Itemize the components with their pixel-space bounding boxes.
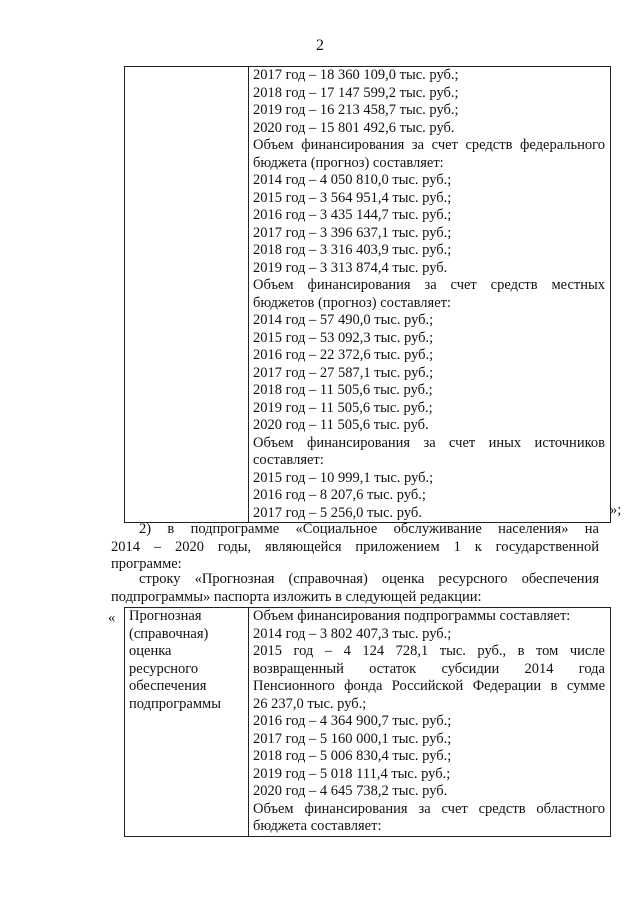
funding-heading-line: бюджета составляет: xyxy=(253,818,382,834)
funding-line: 2020 год – 4 645 738,2 тыс. руб. xyxy=(253,783,448,799)
row-label-line: оценка xyxy=(129,643,172,659)
funding-line: 2018 год – 3 316 403,9 тыс. руб.; xyxy=(253,242,452,258)
funding-line: 2016 год – 4 364 900,7 тыс. руб.; xyxy=(253,713,452,729)
funding-line: 2016 год – 22 372,6 тыс. руб.; xyxy=(253,347,434,363)
funding-line: 2017 год – 3 396 637,1 тыс. руб.; xyxy=(253,224,452,241)
paragraph-line: 2) в подпрограмме «Социальное обслуживание населения» на xyxy=(139,521,599,537)
funding-heading-line: бюджетов (прогноз) составляет: xyxy=(253,294,452,311)
closing-quote-mark: »; xyxy=(610,502,622,518)
row-label-line: обеспечения xyxy=(129,678,207,694)
funding-line: 2014 год – 3 802 407,3 тыс. руб.; xyxy=(253,625,452,642)
paragraph-line: подпрограммы» паспорта изложить в следующей редакции: xyxy=(111,588,482,605)
funding-line: 2019 год – 5 018 111,4 тыс. руб.; xyxy=(253,765,451,782)
funding-line: 2020 год – 15 801 492,6 тыс. руб. xyxy=(253,119,455,136)
funding-table-continued xyxy=(124,66,611,523)
funding-line: 2015 год – 10 999,1 тыс. руб.; xyxy=(253,469,434,486)
funding-line: 2015 год – 3 564 951,4 тыс. руб.; xyxy=(253,189,452,206)
funding-line: 2018 год – 11 505,6 тыс. руб.; xyxy=(253,382,433,398)
row-label-line: ресурсного xyxy=(129,660,199,677)
funding-line: 2017 год – 5 160 000,1 тыс. руб.; xyxy=(253,730,452,747)
table1-right-cell xyxy=(249,67,611,523)
funding-line: 2017 год – 5 256,0 тыс. руб. xyxy=(253,504,422,521)
table2-left-cell xyxy=(125,608,249,837)
funding-line: 2019 год – 3 313 874,4 тыс. руб. xyxy=(253,259,448,276)
row-label-line: (справочная) xyxy=(129,625,209,642)
row-label-line: подпрограммы xyxy=(129,695,221,712)
page-number: 2 xyxy=(316,37,324,54)
funding-line: 26 237,0 тыс. руб.; xyxy=(253,695,367,712)
paragraph-line: строку «Прогнозная (справочная) оценка ресурсного обеспечения xyxy=(139,571,599,587)
paragraph-edit-instruction xyxy=(111,571,599,606)
funding-line: возвращенный остаток субсидии 2014 года xyxy=(253,660,605,677)
funding-line: 2018 год – 17 147 599,2 тыс. руб.; xyxy=(253,84,459,101)
funding-line: 2016 год – 3 435 144,7 тыс. руб.; xyxy=(253,207,452,223)
funding-line: 2014 год – 57 490,0 тыс. руб.; xyxy=(253,312,434,328)
funding-line: 2015 год – 4 124 728,1 тыс. руб., в том числе xyxy=(253,643,605,659)
subprogram-funding-table xyxy=(124,607,611,837)
funding-heading-line: Объем финансирования за счет средств федерального xyxy=(253,137,605,153)
funding-heading-line: Объем финансирования за счет средств местных xyxy=(253,277,605,293)
opening-quote-mark: « xyxy=(108,610,116,626)
paragraph-subprogram-intro xyxy=(111,521,599,574)
funding-line: 2017 год – 27 587,1 тыс. руб.; xyxy=(253,364,434,381)
funding-line: 2015 год – 53 092,3 тыс. руб.; xyxy=(253,329,434,346)
funding-line: 2020 год – 11 505,6 тыс. руб. xyxy=(253,417,429,433)
table1-left-cell xyxy=(125,67,249,523)
funding-line: 2019 год – 16 213 458,7 тыс. руб.; xyxy=(253,102,459,118)
funding-heading-line: Объем финансирования за счет средств областного xyxy=(253,800,605,817)
row-label-line: Прогнозная xyxy=(129,608,202,624)
table2-right-cell xyxy=(249,608,611,837)
paragraph-line: 2014 – 2020 годы, являющейся приложением 1 к государственной xyxy=(111,538,599,555)
funding-heading-line: составляет: xyxy=(253,452,324,468)
funding-line: 2016 год – 8 207,6 тыс. руб.; xyxy=(253,487,426,503)
funding-heading-line: Объем финансирования за счет иных источников xyxy=(253,434,605,451)
funding-line: 2014 год – 4 050 810,0 тыс. руб.; xyxy=(253,172,452,188)
paragraph-line: программе: xyxy=(111,556,182,572)
funding-line: 2019 год – 11 505,6 тыс. руб.; xyxy=(253,399,433,416)
funding-heading-line: бюджета (прогноз) составляет: xyxy=(253,154,444,171)
funding-line: 2018 год – 5 006 830,4 тыс. руб.; xyxy=(253,748,452,764)
funding-line: 2017 год – 18 360 109,0 тыс. руб.; xyxy=(253,67,459,83)
funding-heading-line: Объем финансирования подпрограммы составляет: xyxy=(253,608,571,624)
funding-line: Пенсионного фонда Российской Федерации в сумме xyxy=(253,678,605,694)
